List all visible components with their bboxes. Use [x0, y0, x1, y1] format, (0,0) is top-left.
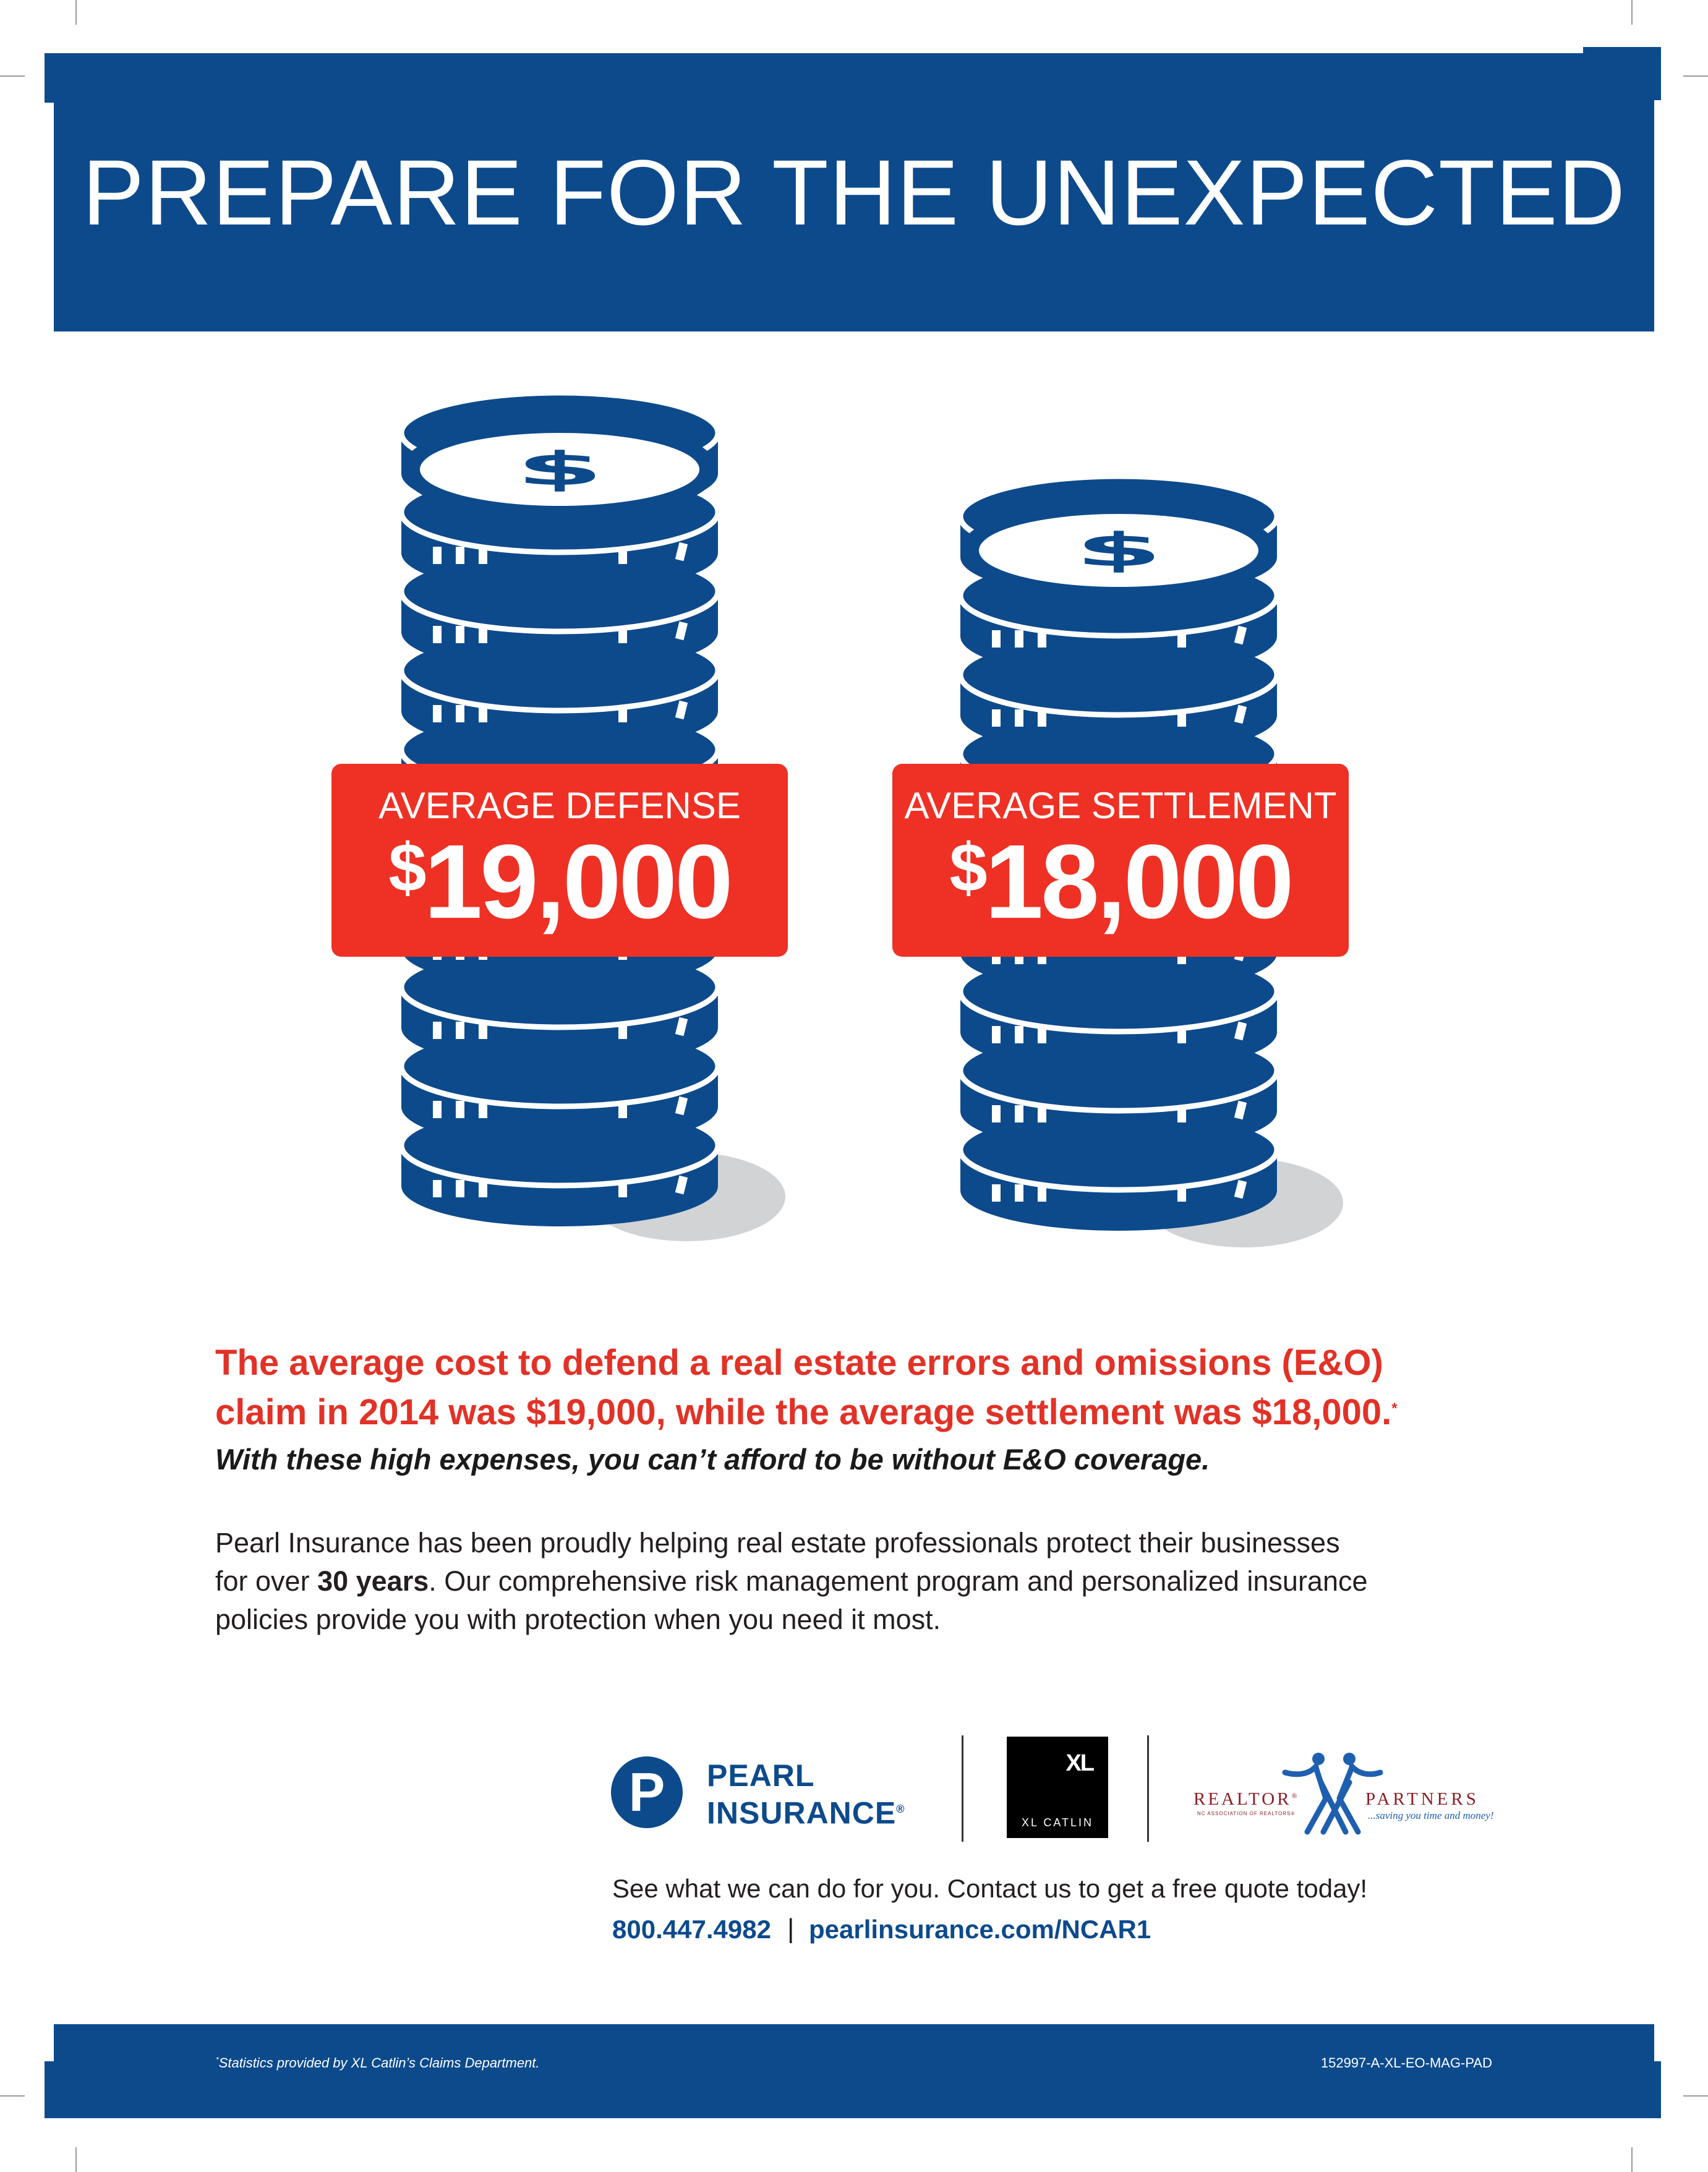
pearl-wordmark-text: INSURANCE	[707, 1795, 897, 1831]
logo-divider	[962, 1735, 963, 1842]
coin-notch	[479, 1101, 487, 1118]
coin-notch	[1038, 1105, 1046, 1122]
registered-mark: ®	[896, 1803, 905, 1815]
coin-notch	[618, 1022, 627, 1039]
coin-notch	[433, 547, 442, 564]
paragraph-text: . Our comprehensive risk management program and personalized insurance	[429, 1565, 1368, 1597]
coin-notch	[456, 1022, 464, 1039]
paragraph-text: for over	[215, 1565, 318, 1597]
footnote-text: Statistics provided by XL Catlin’s Claims Department.	[218, 2055, 540, 2071]
coin-notch	[1015, 1026, 1023, 1043]
coin-notch	[433, 1180, 442, 1197]
logo-divider	[1147, 1735, 1149, 1842]
coin-notch	[1038, 1026, 1046, 1043]
coin-notch	[479, 547, 487, 564]
pearl-logo-mark	[611, 1756, 683, 1828]
pearl-logo-letter: P	[628, 1761, 665, 1823]
partners-wordmark: PARTNERS	[1365, 1789, 1479, 1809]
stat-label: AVERAGE SETTLEMENT	[904, 785, 1337, 826]
coin-notch	[1177, 1026, 1186, 1043]
coin-notch	[433, 1022, 442, 1039]
registered-mark: ®	[1291, 1791, 1300, 1800]
subheadline: With these high expenses, you can’t afford to be without E&O coverage.	[215, 1443, 1210, 1476]
contact-prompt: See what we can do for you. Contact us to get a free quote today!	[612, 1874, 1368, 1903]
paragraph-line	[215, 1562, 1520, 1601]
headline-line	[215, 1388, 1520, 1437]
realtor-association-text: NC ASSOCIATION OF REALTORS®	[1197, 1811, 1296, 1816]
crop-mark	[1631, 2147, 1633, 2172]
coin-notch	[433, 705, 442, 722]
coin-notch	[1038, 630, 1046, 648]
coin-notch	[479, 626, 487, 643]
realtor-tagline: ...saving you time and money!	[1368, 1810, 1494, 1821]
coin-notch	[479, 1022, 487, 1039]
coin-notch	[1015, 630, 1023, 648]
xl-mark: XL	[1065, 1750, 1093, 1776]
coin-notch	[479, 1180, 487, 1197]
footer-banner	[54, 2024, 1654, 2118]
coin-notch	[1177, 1184, 1186, 1202]
xl-catlin-text: XL CATLIN	[1021, 1816, 1094, 1829]
average-settlement-label	[892, 764, 1349, 957]
footnote-mark: *	[1391, 1400, 1398, 1417]
body-paragraph	[215, 1524, 1520, 1639]
page-title: PREPARE FOR THE UNEXPECTED	[82, 140, 1626, 244]
headline	[215, 1338, 1520, 1437]
coin-notch	[479, 705, 487, 722]
coin-notch	[1038, 1184, 1046, 1202]
amount-value: 18,000	[984, 823, 1292, 941]
coin-notch	[618, 705, 627, 722]
paragraph-line: Pearl Insurance has been proudly helping real estate professionals protect their businesses	[215, 1527, 1340, 1558]
coin-notch	[992, 709, 1001, 727]
coin-notch	[1015, 1184, 1023, 1202]
coin-notch	[992, 1184, 1001, 1202]
website-link[interactable]: pearlinsurance.com/NCAR1	[809, 1915, 1151, 1944]
stat-amount	[331, 823, 788, 941]
headline-text: claim in 2014 was $19,000, while the average settlement was $18,000.	[215, 1392, 1392, 1432]
coin-notch	[1177, 630, 1186, 648]
paragraph-line: policies provide you with protection when you need it most.	[215, 1604, 941, 1635]
coin-notch	[1015, 1105, 1023, 1122]
stat-label: AVERAGE DEFENSE	[378, 785, 741, 826]
realtor-text: REALTOR	[1193, 1789, 1292, 1809]
average-defense-label	[331, 764, 788, 957]
coin-notch	[456, 705, 464, 722]
phone-number[interactable]: 800.447.4982	[612, 1915, 771, 1944]
footnote-mark: *	[216, 2055, 219, 2064]
dollar-icon: $	[516, 442, 604, 496]
currency-symbol: $	[949, 830, 985, 906]
coin-notch	[992, 630, 1001, 648]
headline-line: The average cost to defend a real estate errors and omissions (E&O)	[215, 1343, 1383, 1383]
document-code: 152997-A-XL-EO-MAG-PAD	[1320, 2055, 1492, 2071]
pearl-wordmark-line: PEARL	[707, 1758, 815, 1793]
coin-notch	[1038, 709, 1046, 727]
realtor-wordmark	[1193, 1789, 1300, 1810]
coin-notch	[618, 1180, 627, 1197]
contact-separator: |	[787, 1913, 795, 1944]
coin-notch	[992, 1026, 1001, 1043]
crop-mark	[1683, 2095, 1708, 2097]
dollar-icon: $	[1075, 523, 1163, 577]
coin-notch	[456, 547, 464, 564]
coin-notch	[456, 626, 464, 643]
amount-value: 19,000	[424, 823, 731, 941]
coin-notch	[1177, 1105, 1186, 1122]
pearl-insurance-wordmark	[707, 1759, 905, 1830]
coin-notch	[992, 1105, 1001, 1122]
coin-notch	[618, 1101, 627, 1118]
coin-notch	[433, 1101, 442, 1118]
pearl-wordmark-line	[707, 1792, 905, 1830]
footnote	[216, 2055, 540, 2071]
coin-notch	[618, 547, 627, 564]
coin-notch	[1177, 709, 1186, 727]
coin-notch	[618, 626, 627, 643]
crop-mark	[0, 2095, 25, 2097]
xl-catlin-logo	[1007, 1737, 1108, 1838]
coin-notch	[433, 626, 442, 643]
coin-notch	[456, 1101, 464, 1118]
paragraph-bold: 30 years	[317, 1565, 429, 1597]
currency-symbol: $	[388, 830, 424, 906]
coin-notch	[1015, 709, 1023, 727]
coin-notch	[456, 1180, 464, 1197]
crop-mark	[75, 2147, 77, 2172]
stat-amount	[892, 823, 1349, 941]
